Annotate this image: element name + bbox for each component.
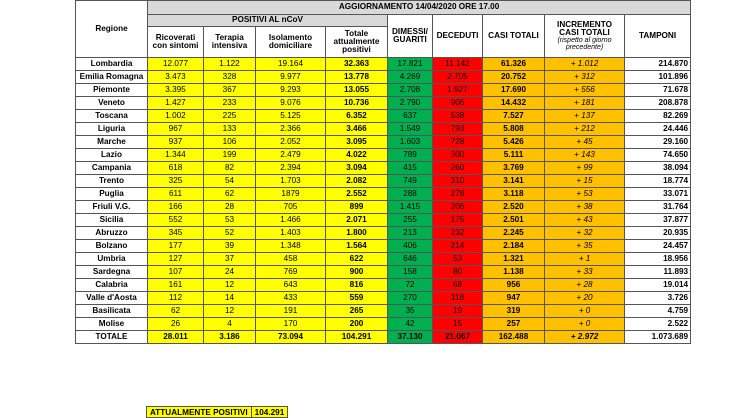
table-row bbox=[76, 279, 691, 292]
cell-totale: 200 bbox=[326, 318, 388, 331]
cell-dimessi: 1.549 bbox=[388, 123, 433, 136]
cell-terapia: 367 bbox=[204, 84, 256, 97]
cell-dimessi: 17.821 bbox=[388, 58, 433, 71]
cell-terapia: 39 bbox=[204, 240, 256, 253]
table-title: AGGIORNAMENTO 14/04/2020 ORE 17.00 bbox=[148, 1, 691, 15]
cell-totale: 2.082 bbox=[326, 175, 388, 188]
cell-tamponi: 2.522 bbox=[625, 318, 691, 331]
cell-totale: 13.778 bbox=[326, 71, 388, 84]
cell-dimessi: 255 bbox=[388, 214, 433, 227]
cell-isolamento: 9.076 bbox=[256, 97, 326, 110]
table-row bbox=[76, 162, 691, 175]
table-row bbox=[76, 175, 691, 188]
cell-casi: 956 bbox=[483, 279, 545, 292]
cell-isolamento: 1.403 bbox=[256, 227, 326, 240]
table-row bbox=[76, 214, 691, 227]
cell-isolamento: 2.394 bbox=[256, 162, 326, 175]
cell-terapia: 1.122 bbox=[204, 58, 256, 71]
cell-ricoverati: 127 bbox=[148, 253, 204, 266]
cell-casi: 162.488 bbox=[483, 331, 545, 344]
cell-totale: 1.564 bbox=[326, 240, 388, 253]
cell-casi: 17.690 bbox=[483, 84, 545, 97]
cell-deceduti: 19 bbox=[433, 305, 483, 318]
table-row bbox=[76, 188, 691, 201]
cell-dimessi: 406 bbox=[388, 240, 433, 253]
cell-deceduti: 2.705 bbox=[433, 71, 483, 84]
cell-deceduti: 310 bbox=[433, 175, 483, 188]
cell-ricoverati: 28.011 bbox=[148, 331, 204, 344]
cell-ricoverati: 937 bbox=[148, 136, 204, 149]
cell-incremento: + 28 bbox=[545, 279, 625, 292]
cell-terapia: 199 bbox=[204, 149, 256, 162]
cell-isolamento: 2.366 bbox=[256, 123, 326, 136]
cell-incremento: + 33 bbox=[545, 266, 625, 279]
cell-ricoverati: 345 bbox=[148, 227, 204, 240]
cell-tamponi: 37.877 bbox=[625, 214, 691, 227]
cell-deceduti: 53 bbox=[433, 253, 483, 266]
cell-casi: 257 bbox=[483, 318, 545, 331]
cell-isolamento: 73.094 bbox=[256, 331, 326, 344]
cell-regione: Piemonte bbox=[76, 84, 148, 97]
cell-tamponi: 101.896 bbox=[625, 71, 691, 84]
cell-casi: 5.111 bbox=[483, 149, 545, 162]
table-row bbox=[76, 58, 691, 71]
cell-totale: 3.094 bbox=[326, 162, 388, 175]
cell-totale: 2.071 bbox=[326, 214, 388, 227]
cell-incremento: + 2.972 bbox=[545, 331, 625, 344]
cell-incremento: + 1 bbox=[545, 253, 625, 266]
cell-dimessi: 72 bbox=[388, 279, 433, 292]
cell-terapia: 14 bbox=[204, 292, 256, 305]
cell-deceduti: 80 bbox=[433, 266, 483, 279]
cell-totale: 3.095 bbox=[326, 136, 388, 149]
cell-dimessi: 1.415 bbox=[388, 201, 433, 214]
cell-totale: 3.466 bbox=[326, 123, 388, 136]
table-row bbox=[76, 253, 691, 266]
cell-dimessi: 415 bbox=[388, 162, 433, 175]
cell-isolamento: 2.479 bbox=[256, 149, 326, 162]
table-row bbox=[76, 84, 691, 97]
header-incremento-sub: (rispetto al giorno precedente) bbox=[557, 37, 612, 52]
cell-deceduti: 906 bbox=[433, 97, 483, 110]
cell-casi: 2.245 bbox=[483, 227, 545, 240]
cell-totale: 32.363 bbox=[326, 58, 388, 71]
cell-isolamento: 1879 bbox=[256, 188, 326, 201]
cell-isolamento: 19.164 bbox=[256, 58, 326, 71]
cell-regione: Umbria bbox=[76, 253, 148, 266]
cell-incremento: + 38 bbox=[545, 201, 625, 214]
cell-tamponi: 31.764 bbox=[625, 201, 691, 214]
cell-totale: 104.291 bbox=[326, 331, 388, 344]
cell-tamponi: 82.269 bbox=[625, 110, 691, 123]
cell-dimessi: 213 bbox=[388, 227, 433, 240]
cell-casi: 14.432 bbox=[483, 97, 545, 110]
cell-deceduti: 11.142 bbox=[433, 58, 483, 71]
cell-deceduti: 728 bbox=[433, 136, 483, 149]
cell-tamponi: 38.094 bbox=[625, 162, 691, 175]
cell-isolamento: 458 bbox=[256, 253, 326, 266]
total-row bbox=[76, 331, 691, 344]
cell-regione: Trento bbox=[76, 175, 148, 188]
table-row bbox=[76, 318, 691, 331]
cell-incremento: + 45 bbox=[545, 136, 625, 149]
cell-incremento: + 181 bbox=[545, 97, 625, 110]
cell-incremento: + 312 bbox=[545, 71, 625, 84]
cell-incremento: + 143 bbox=[545, 149, 625, 162]
cell-incremento: + 137 bbox=[545, 110, 625, 123]
cell-incremento: + 35 bbox=[545, 240, 625, 253]
cell-regione: Lombardia bbox=[76, 58, 148, 71]
cell-isolamento: 9.977 bbox=[256, 71, 326, 84]
cell-deceduti: 15 bbox=[433, 318, 483, 331]
cell-dimessi: 1.603 bbox=[388, 136, 433, 149]
cell-dimessi: 158 bbox=[388, 266, 433, 279]
cell-regione: Liguria bbox=[76, 123, 148, 136]
cell-dimessi: 2.708 bbox=[388, 84, 433, 97]
cell-terapia: 24 bbox=[204, 266, 256, 279]
cell-tamponi: 18.774 bbox=[625, 175, 691, 188]
cell-terapia: 328 bbox=[204, 71, 256, 84]
attualmente-positivi-box bbox=[146, 406, 288, 418]
attualmente-value: 104.291 bbox=[251, 407, 288, 418]
cell-tamponi: 208.878 bbox=[625, 97, 691, 110]
cell-terapia: 12 bbox=[204, 305, 256, 318]
cell-regione: Marche bbox=[76, 136, 148, 149]
header-isolamento: Isolamento domiciliare bbox=[256, 27, 326, 58]
header-dimessi: DIMESSI/ GUARITI bbox=[388, 15, 433, 58]
cell-dimessi: 646 bbox=[388, 253, 433, 266]
covid-data-table bbox=[75, 0, 691, 344]
cell-tamponi: 4.759 bbox=[625, 305, 691, 318]
cell-isolamento: 9.293 bbox=[256, 84, 326, 97]
header-incremento bbox=[545, 15, 625, 58]
cell-ricoverati: 3.473 bbox=[148, 71, 204, 84]
cell-regione: Sicilia bbox=[76, 214, 148, 227]
cell-deceduti: 260 bbox=[433, 162, 483, 175]
cell-totale: 622 bbox=[326, 253, 388, 266]
cell-regione: Lazio bbox=[76, 149, 148, 162]
cell-regione: TOTALE bbox=[76, 331, 148, 344]
cell-casi: 2.501 bbox=[483, 214, 545, 227]
cell-isolamento: 1.348 bbox=[256, 240, 326, 253]
cell-totale: 4.022 bbox=[326, 149, 388, 162]
cell-terapia: 62 bbox=[204, 188, 256, 201]
cell-tamponi: 1.073.689 bbox=[625, 331, 691, 344]
cell-tamponi: 3.726 bbox=[625, 292, 691, 305]
cell-terapia: 106 bbox=[204, 136, 256, 149]
cell-casi: 5.808 bbox=[483, 123, 545, 136]
cell-casi: 1.321 bbox=[483, 253, 545, 266]
cell-ricoverati: 3.395 bbox=[148, 84, 204, 97]
cell-casi: 3.141 bbox=[483, 175, 545, 188]
cell-incremento: + 556 bbox=[545, 84, 625, 97]
cell-dimessi: 37.130 bbox=[388, 331, 433, 344]
cell-deceduti: 232 bbox=[433, 227, 483, 240]
table-row bbox=[76, 149, 691, 162]
table-row bbox=[76, 123, 691, 136]
cell-tamponi: 19.014 bbox=[625, 279, 691, 292]
cell-terapia: 225 bbox=[204, 110, 256, 123]
cell-ricoverati: 618 bbox=[148, 162, 204, 175]
cell-deceduti: 1.927 bbox=[433, 84, 483, 97]
cell-casi: 5.426 bbox=[483, 136, 545, 149]
cell-regione: Sardegna bbox=[76, 266, 148, 279]
table-row bbox=[76, 71, 691, 84]
cell-terapia: 3.186 bbox=[204, 331, 256, 344]
header-ricoverati: Ricoverati con sintomi bbox=[148, 27, 204, 58]
cell-totale: 559 bbox=[326, 292, 388, 305]
cell-isolamento: 2.052 bbox=[256, 136, 326, 149]
table-row bbox=[76, 305, 691, 318]
cell-dimessi: 4.269 bbox=[388, 71, 433, 84]
cell-regione: Puglia bbox=[76, 188, 148, 201]
cell-dimessi: 749 bbox=[388, 175, 433, 188]
header-incremento-label: INCREMENTO CASI TOTALI bbox=[557, 19, 612, 37]
cell-deceduti: 793 bbox=[433, 123, 483, 136]
cell-deceduti: 278 bbox=[433, 188, 483, 201]
cell-isolamento: 170 bbox=[256, 318, 326, 331]
cell-incremento: + 43 bbox=[545, 214, 625, 227]
cell-deceduti: 68 bbox=[433, 279, 483, 292]
cell-ricoverati: 12.077 bbox=[148, 58, 204, 71]
cell-ricoverati: 1.002 bbox=[148, 110, 204, 123]
cell-casi: 2.184 bbox=[483, 240, 545, 253]
cell-tamponi: 24.457 bbox=[625, 240, 691, 253]
cell-casi: 20.752 bbox=[483, 71, 545, 84]
cell-regione: Molise bbox=[76, 318, 148, 331]
cell-ricoverati: 1.427 bbox=[148, 97, 204, 110]
cell-isolamento: 191 bbox=[256, 305, 326, 318]
header-tamponi: TAMPONI bbox=[625, 15, 691, 58]
cell-deceduti: 206 bbox=[433, 201, 483, 214]
cell-terapia: 233 bbox=[204, 97, 256, 110]
cell-dimessi: 2.790 bbox=[388, 97, 433, 110]
cell-tamponi: 33.071 bbox=[625, 188, 691, 201]
cell-regione: Emilia Romagna bbox=[76, 71, 148, 84]
cell-regione: Toscana bbox=[76, 110, 148, 123]
cell-ricoverati: 107 bbox=[148, 266, 204, 279]
cell-regione: Bolzano bbox=[76, 240, 148, 253]
cell-terapia: 52 bbox=[204, 227, 256, 240]
cell-dimessi: 789 bbox=[388, 149, 433, 162]
cell-totale: 900 bbox=[326, 266, 388, 279]
table-row bbox=[76, 110, 691, 123]
cell-deceduti: 214 bbox=[433, 240, 483, 253]
table-row bbox=[76, 201, 691, 214]
cell-incremento: + 99 bbox=[545, 162, 625, 175]
cell-dimessi: 270 bbox=[388, 292, 433, 305]
cell-terapia: 4 bbox=[204, 318, 256, 331]
header-deceduti: DECEDUTI bbox=[433, 15, 483, 58]
cell-dimessi: 42 bbox=[388, 318, 433, 331]
cell-incremento: + 212 bbox=[545, 123, 625, 136]
cell-incremento: + 53 bbox=[545, 188, 625, 201]
cell-incremento: + 0 bbox=[545, 305, 625, 318]
cell-deceduti: 300 bbox=[433, 149, 483, 162]
cell-ricoverati: 967 bbox=[148, 123, 204, 136]
cell-regione: Friuli V.G. bbox=[76, 201, 148, 214]
cell-regione: Valle d'Aosta bbox=[76, 292, 148, 305]
table-body bbox=[76, 58, 691, 344]
cell-tamponi: 214.870 bbox=[625, 58, 691, 71]
cell-terapia: 82 bbox=[204, 162, 256, 175]
cell-incremento: + 1.012 bbox=[545, 58, 625, 71]
cell-ricoverati: 1.344 bbox=[148, 149, 204, 162]
cell-terapia: 37 bbox=[204, 253, 256, 266]
cell-tamponi: 74.650 bbox=[625, 149, 691, 162]
cell-terapia: 53 bbox=[204, 214, 256, 227]
cell-ricoverati: 26 bbox=[148, 318, 204, 331]
header-casi-totali: CASI TOTALI bbox=[483, 15, 545, 58]
cell-casi: 1.138 bbox=[483, 266, 545, 279]
cell-totale: 10.736 bbox=[326, 97, 388, 110]
cell-regione: Campania bbox=[76, 162, 148, 175]
cell-incremento: + 0 bbox=[545, 318, 625, 331]
cell-isolamento: 769 bbox=[256, 266, 326, 279]
cell-regione: Calabria bbox=[76, 279, 148, 292]
cell-isolamento: 1.703 bbox=[256, 175, 326, 188]
cell-regione: Basilicata bbox=[76, 305, 148, 318]
table-row bbox=[76, 97, 691, 110]
cell-deceduti: 175 bbox=[433, 214, 483, 227]
header-positivi-group: POSITIVI AL nCoV bbox=[148, 15, 388, 27]
cell-casi: 3.118 bbox=[483, 188, 545, 201]
table-row bbox=[76, 292, 691, 305]
cell-ricoverati: 325 bbox=[148, 175, 204, 188]
cell-isolamento: 433 bbox=[256, 292, 326, 305]
cell-totale: 1.800 bbox=[326, 227, 388, 240]
cell-isolamento: 643 bbox=[256, 279, 326, 292]
cell-isolamento: 705 bbox=[256, 201, 326, 214]
cell-isolamento: 5.125 bbox=[256, 110, 326, 123]
table-row bbox=[76, 227, 691, 240]
header-terapia: Terapia intensiva bbox=[204, 27, 256, 58]
cell-terapia: 133 bbox=[204, 123, 256, 136]
cell-regione: Abruzzo bbox=[76, 227, 148, 240]
cell-totale: 2.552 bbox=[326, 188, 388, 201]
cell-ricoverati: 62 bbox=[148, 305, 204, 318]
cell-casi: 947 bbox=[483, 292, 545, 305]
header-totale-positivi: Totale attualmente positivi bbox=[326, 27, 388, 58]
cell-ricoverati: 611 bbox=[148, 188, 204, 201]
cell-deceduti: 118 bbox=[433, 292, 483, 305]
table-row bbox=[76, 240, 691, 253]
cell-totale: 265 bbox=[326, 305, 388, 318]
cell-incremento: + 15 bbox=[545, 175, 625, 188]
cell-ricoverati: 552 bbox=[148, 214, 204, 227]
cell-tamponi: 71.678 bbox=[625, 84, 691, 97]
cell-terapia: 12 bbox=[204, 279, 256, 292]
cell-totale: 13.055 bbox=[326, 84, 388, 97]
cell-tamponi: 24.446 bbox=[625, 123, 691, 136]
cell-ricoverati: 166 bbox=[148, 201, 204, 214]
cell-regione: Veneto bbox=[76, 97, 148, 110]
cell-casi: 3.769 bbox=[483, 162, 545, 175]
cell-tamponi: 11.893 bbox=[625, 266, 691, 279]
cell-terapia: 28 bbox=[204, 201, 256, 214]
cell-deceduti: 21.067 bbox=[433, 331, 483, 344]
attualmente-label: ATTUALMENTE POSITIVI bbox=[147, 407, 252, 418]
cell-casi: 319 bbox=[483, 305, 545, 318]
cell-ricoverati: 161 bbox=[148, 279, 204, 292]
cell-totale: 6.352 bbox=[326, 110, 388, 123]
cell-ricoverati: 177 bbox=[148, 240, 204, 253]
cell-tamponi: 29.160 bbox=[625, 136, 691, 149]
cell-incremento: + 20 bbox=[545, 292, 625, 305]
cell-totale: 899 bbox=[326, 201, 388, 214]
cell-casi: 2.520 bbox=[483, 201, 545, 214]
cell-ricoverati: 112 bbox=[148, 292, 204, 305]
header-regione: Regione bbox=[76, 1, 148, 58]
cell-dimessi: 288 bbox=[388, 188, 433, 201]
cell-terapia: 54 bbox=[204, 175, 256, 188]
cell-casi: 7.527 bbox=[483, 110, 545, 123]
cell-tamponi: 20.935 bbox=[625, 227, 691, 240]
cell-dimessi: 637 bbox=[388, 110, 433, 123]
cell-casi: 61.326 bbox=[483, 58, 545, 71]
cell-deceduti: 538 bbox=[433, 110, 483, 123]
table-row bbox=[76, 266, 691, 279]
cell-tamponi: 18.956 bbox=[625, 253, 691, 266]
cell-isolamento: 1.466 bbox=[256, 214, 326, 227]
table-row bbox=[76, 136, 691, 149]
cell-dimessi: 35 bbox=[388, 305, 433, 318]
cell-incremento: + 32 bbox=[545, 227, 625, 240]
cell-totale: 816 bbox=[326, 279, 388, 292]
